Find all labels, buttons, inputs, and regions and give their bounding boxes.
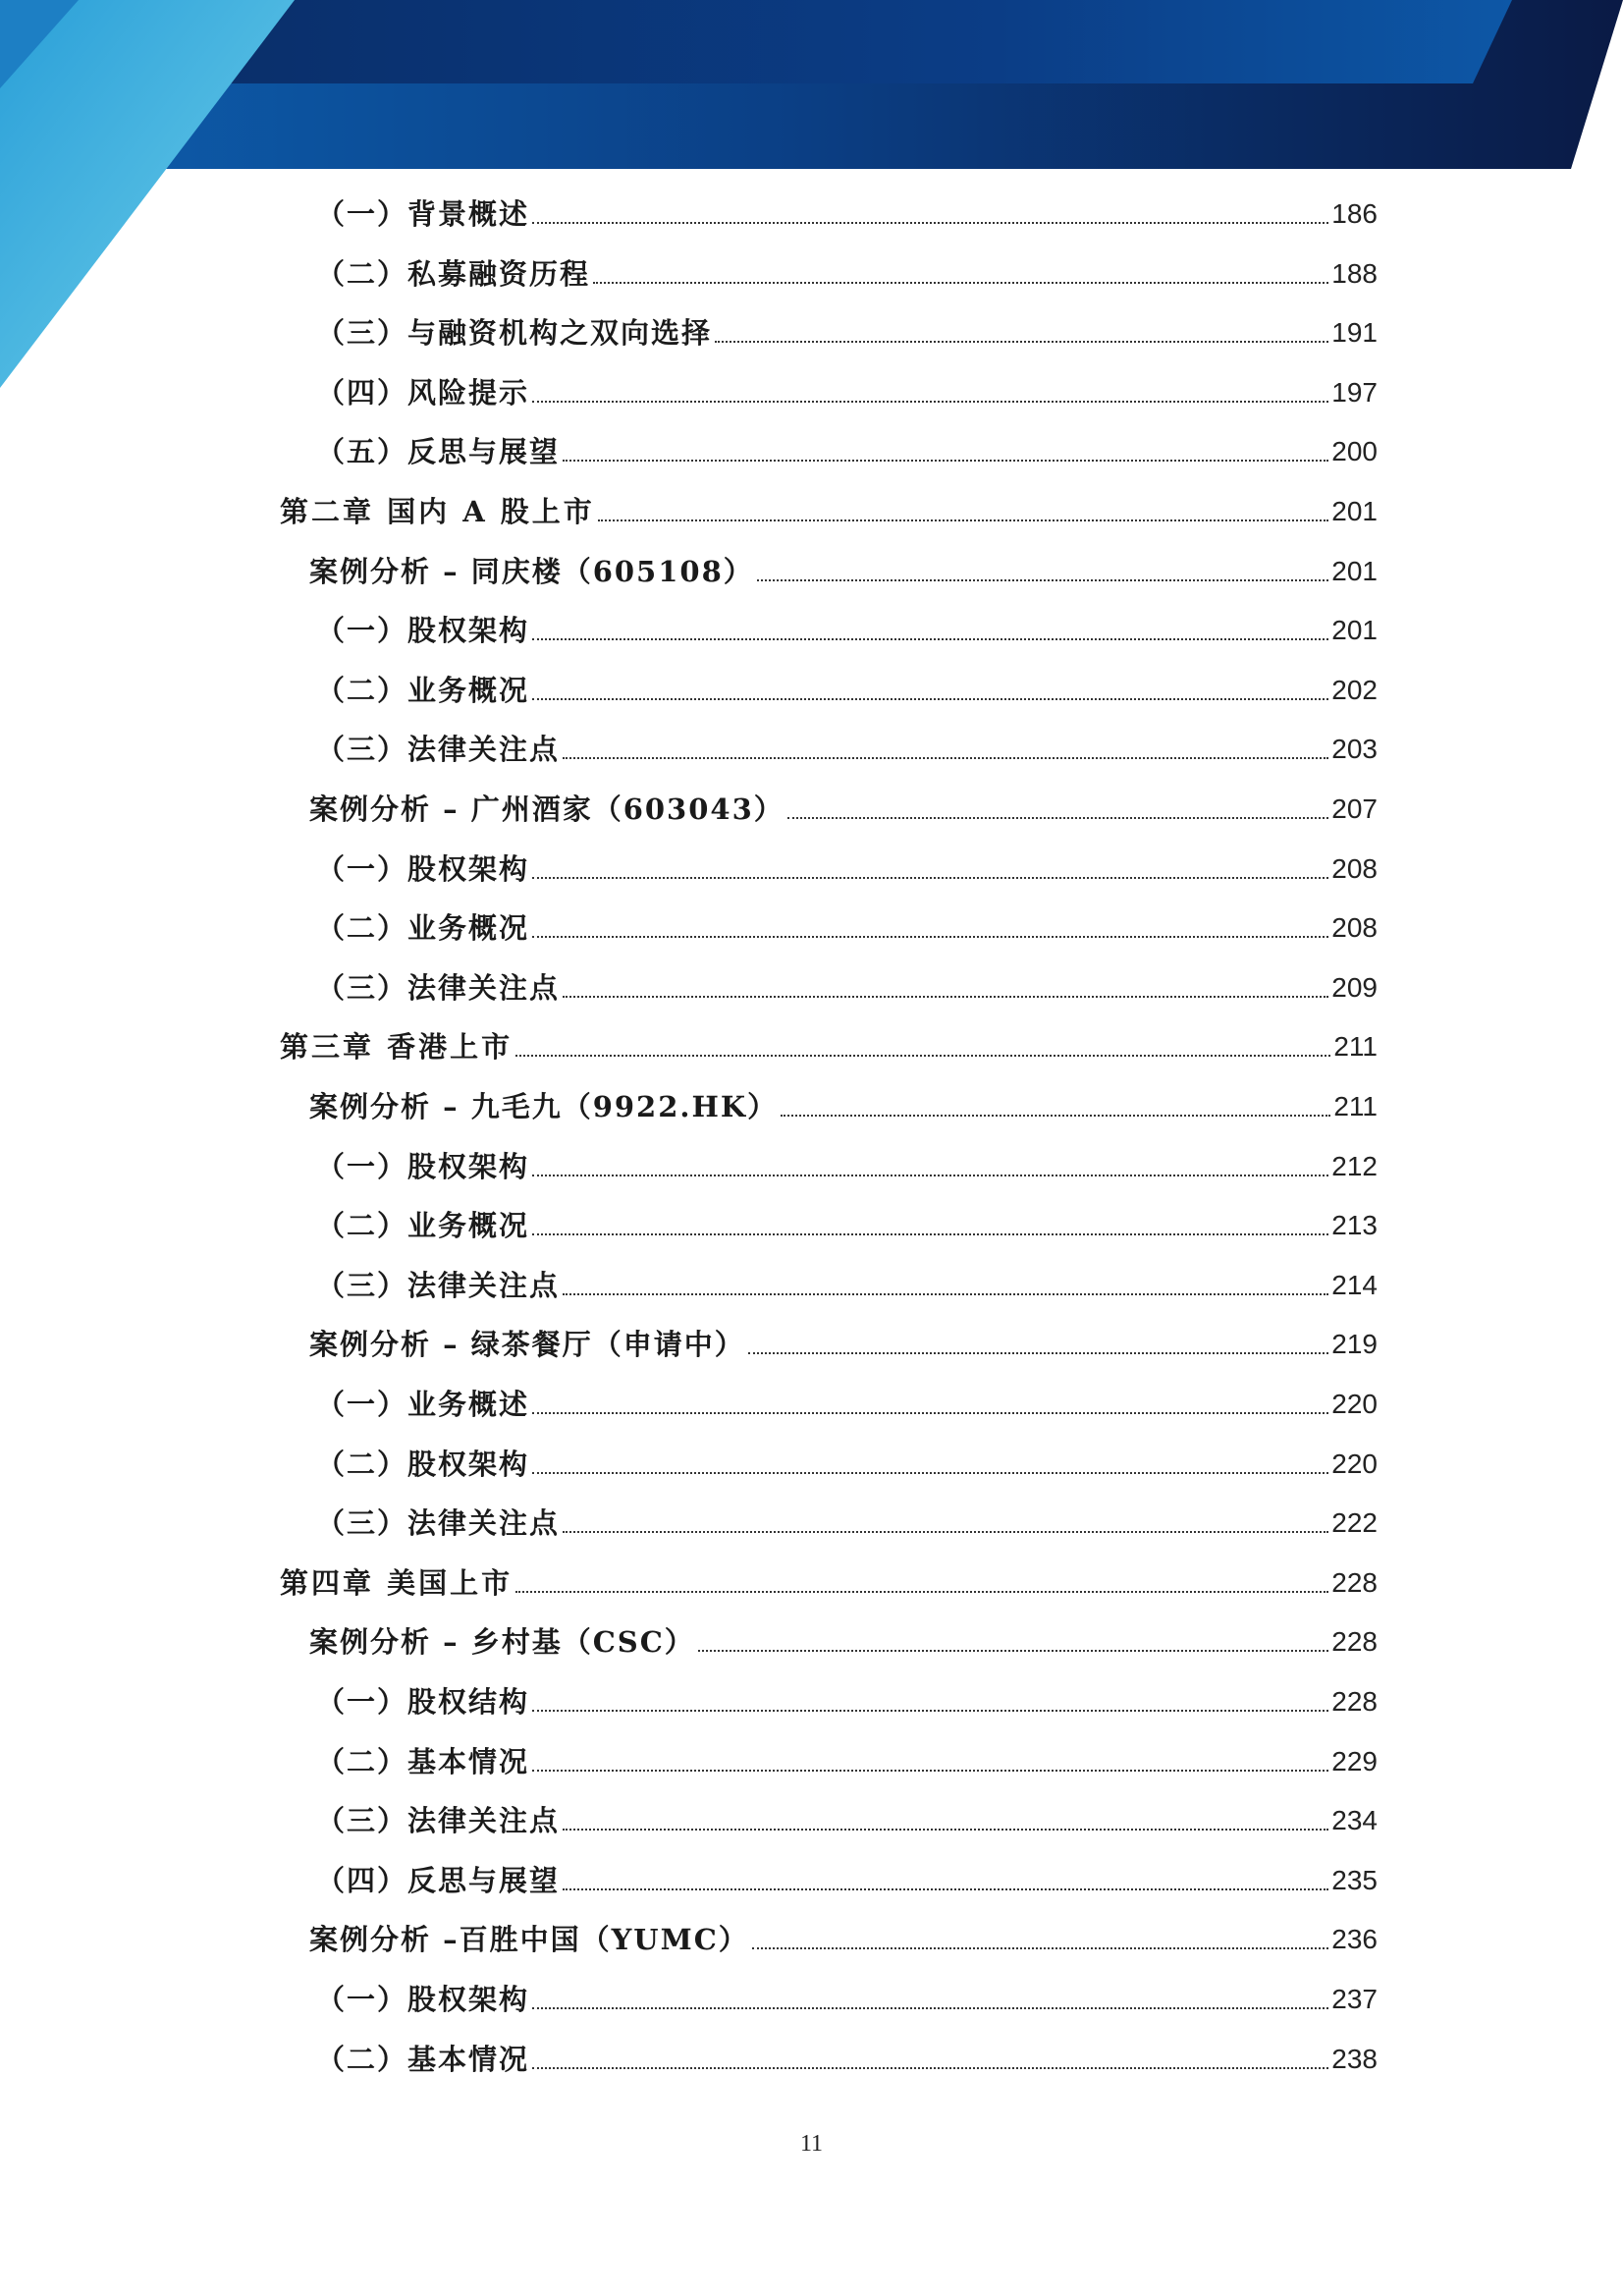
toc-dot-leader — [532, 2007, 1328, 2009]
toc-section-entry[interactable] — [316, 1381, 1378, 1424]
toc-entry-label: （三）法律关注点 — [316, 1804, 561, 1838]
toc-case-entry[interactable] — [309, 786, 1378, 829]
toc-dot-leader — [532, 936, 1328, 938]
toc-entry-page: 209 — [1331, 971, 1378, 1003]
toc-entry-label: （四）反思与展望 — [316, 1863, 561, 1897]
toc-entry-page: 201 — [1331, 555, 1378, 586]
toc-entry-label: （四）风险提示 — [316, 375, 530, 410]
toc-entry-page: 197 — [1331, 376, 1378, 408]
toc-dot-leader — [715, 341, 1328, 343]
toc-dot-leader — [532, 2067, 1328, 2069]
toc-entry-label: （一）业务概述 — [316, 1388, 530, 1421]
toc-entry-page: 237 — [1331, 1984, 1378, 2014]
toc-entry-label: （一）股权架构 — [316, 851, 530, 886]
toc-entry-page: 229 — [1331, 1745, 1378, 1777]
toc-dot-leader — [532, 1412, 1328, 1414]
toc-case-entry[interactable] — [309, 1321, 1378, 1364]
toc-entry-page: 228 — [1331, 1626, 1378, 1658]
toc-entry-page: 220 — [1331, 1448, 1378, 1479]
toc-entry-label: 第四章 美国上市 — [280, 1565, 514, 1600]
toc-entry-label: 案例分析 – 广州酒家（603043） — [309, 793, 784, 826]
toc-entry-label: （二）基本情况 — [316, 2042, 530, 2076]
toc-dot-leader — [787, 817, 1329, 819]
toc-entry-page: 191 — [1331, 317, 1378, 349]
toc-section-entry[interactable] — [316, 607, 1378, 650]
toc-dot-leader — [515, 1591, 1328, 1593]
toc-case-entry[interactable] — [309, 1083, 1378, 1126]
toc-section-entry[interactable] — [316, 904, 1378, 948]
toc-entry-page: 203 — [1331, 734, 1378, 765]
toc-section-entry[interactable] — [316, 250, 1378, 294]
toc-dot-leader — [532, 1770, 1328, 1772]
toc-entry-label: 案例分析 – 乡村基（CSC） — [309, 1625, 695, 1660]
toc-dot-leader — [563, 757, 1328, 759]
toc-entry-label: （二）业务概况 — [316, 673, 530, 707]
toc-entry-label: 第二章 国内 A 股上市 — [280, 495, 595, 528]
toc-chapter-entry[interactable] — [280, 488, 1378, 531]
toc-entry-label: （三）法律关注点 — [316, 733, 561, 767]
toc-section-entry[interactable] — [316, 964, 1378, 1008]
toc-dot-leader — [532, 638, 1328, 640]
cyan-diagonal-shape — [0, 0, 295, 388]
toc-entry-page: 208 — [1331, 852, 1378, 884]
toc-entry-page: 208 — [1331, 912, 1378, 944]
page-number: 11 — [799, 2131, 824, 2157]
toc-entry-label: （二）业务概况 — [316, 911, 530, 946]
toc-entry-page: 235 — [1331, 1864, 1378, 1895]
toc-dot-leader — [532, 698, 1328, 700]
toc-dot-leader — [563, 1829, 1328, 1831]
toc-entry-page: 236 — [1331, 1924, 1378, 1955]
toc-entry-page: 202 — [1331, 674, 1378, 705]
toc-dot-leader — [563, 1293, 1328, 1295]
toc-section-entry[interactable] — [316, 1678, 1378, 1722]
toc-chapter-entry[interactable] — [280, 1023, 1378, 1066]
toc-entry-page: 201 — [1331, 496, 1378, 526]
toc-entry-page: 228 — [1331, 1566, 1378, 1598]
toc-dot-leader — [781, 1115, 1330, 1117]
toc-entry-label: （三）法律关注点 — [316, 1268, 561, 1302]
toc-dot-leader — [593, 282, 1328, 284]
toc-entry-label: （一）背景概述 — [316, 197, 530, 231]
toc-entry-label: 案例分析 – 同庆楼（605108） — [309, 554, 754, 588]
toc-dot-leader — [532, 222, 1328, 224]
toc-entry-label: 第三章 香港上市 — [280, 1030, 514, 1065]
toc-dot-leader — [698, 1650, 1328, 1652]
toc-entry-label: （一）股权架构 — [316, 1983, 530, 2016]
toc-entry-page: 228 — [1331, 1686, 1378, 1717]
toc-entry-label: （二）基本情况 — [316, 1744, 530, 1778]
toc-dot-leader — [563, 1888, 1328, 1890]
toc-dot-leader — [532, 877, 1328, 879]
toc-dot-leader — [598, 519, 1328, 521]
toc-entry-page: 219 — [1331, 1329, 1378, 1360]
toc-dot-leader — [563, 460, 1328, 462]
toc-section-entry[interactable] — [316, 309, 1378, 353]
toc-dot-leader — [532, 1233, 1328, 1235]
toc-section-entry[interactable] — [316, 191, 1378, 234]
toc-entry-page: 201 — [1331, 615, 1378, 646]
toc-entry-label: （二）业务概况 — [316, 1209, 530, 1243]
toc-section-entry[interactable] — [316, 1976, 1378, 2019]
toc-section-entry[interactable] — [316, 846, 1378, 889]
toc-section-entry[interactable] — [316, 1797, 1378, 1840]
toc-dot-leader — [757, 579, 1329, 581]
top-strip-shape — [226, 0, 1512, 83]
toc-dot-leader — [532, 401, 1328, 403]
header-decoration — [0, 0, 1623, 177]
toc-entry-page: 211 — [1333, 1091, 1378, 1121]
toc-dot-leader — [532, 1710, 1328, 1712]
toc-entry-page: 200 — [1331, 436, 1378, 467]
toc-section-entry[interactable] — [316, 1202, 1378, 1245]
toc-entry-label: （三）与融资机构之双向选择 — [316, 316, 713, 351]
toc-entry-page: 211 — [1333, 1031, 1378, 1063]
toc-section-entry[interactable] — [316, 726, 1378, 769]
toc-entry-label: （二）股权架构 — [316, 1447, 530, 1481]
toc-section-entry[interactable] — [316, 1441, 1378, 1484]
toc-entry-page: 207 — [1331, 793, 1378, 824]
toc-entry-label: （三）法律关注点 — [316, 1506, 561, 1541]
toc-dot-leader — [532, 1472, 1328, 1474]
toc-dot-leader — [515, 1055, 1330, 1057]
toc-section-entry[interactable] — [316, 667, 1378, 710]
toc-chapter-entry[interactable] — [280, 1559, 1378, 1603]
toc-entry-page: 214 — [1331, 1269, 1378, 1300]
toc-dot-leader — [752, 1947, 1329, 1949]
toc-section-entry[interactable] — [316, 1857, 1378, 1900]
toc-dot-leader — [532, 1175, 1328, 1176]
toc-entry-page: 222 — [1331, 1507, 1378, 1539]
toc-entry-label: 案例分析 – 绿茶餐厅（申请中） — [309, 1328, 745, 1362]
toc-dot-leader — [563, 996, 1328, 998]
toc-entry-label: （三）法律关注点 — [316, 970, 561, 1005]
toc-section-entry[interactable] — [316, 369, 1378, 412]
toc-section-entry[interactable] — [316, 1262, 1378, 1305]
toc-entry-label: （一）股权架构 — [316, 614, 530, 648]
toc-entry-page: 220 — [1331, 1389, 1378, 1419]
toc-entry-page: 188 — [1331, 257, 1378, 289]
toc-entry-page: 238 — [1331, 2043, 1378, 2074]
toc-entry-page: 234 — [1331, 1805, 1378, 1836]
toc-section-entry[interactable] — [316, 428, 1378, 471]
toc-entry-label: 案例分析 –百胜中国（YUMC） — [309, 1923, 749, 1957]
toc-section-entry[interactable] — [316, 1500, 1378, 1543]
toc-dot-leader — [748, 1352, 1329, 1354]
toc-entry-page: 186 — [1331, 198, 1378, 229]
toc-entry-label: 案例分析 – 九毛九（9922.HK） — [309, 1090, 779, 1123]
toc-entry-label: （一）股权架构 — [316, 1149, 530, 1183]
toc-section-entry[interactable] — [316, 2036, 1378, 2079]
toc-section-entry[interactable] — [316, 1738, 1378, 1781]
toc-entry-label: （一）股权结构 — [316, 1685, 530, 1719]
toc-case-entry[interactable] — [309, 548, 1378, 591]
toc-dot-leader — [563, 1531, 1328, 1533]
toc-entry-page: 213 — [1331, 1210, 1378, 1241]
toc-case-entry[interactable] — [309, 1916, 1378, 1959]
toc-entry-page: 212 — [1331, 1150, 1378, 1181]
toc-section-entry[interactable] — [316, 1143, 1378, 1186]
toc-entry-label: （二）私募融资历程 — [316, 256, 591, 291]
toc-entry-label: （五）反思与展望 — [316, 435, 561, 469]
toc-case-entry[interactable] — [309, 1618, 1378, 1662]
